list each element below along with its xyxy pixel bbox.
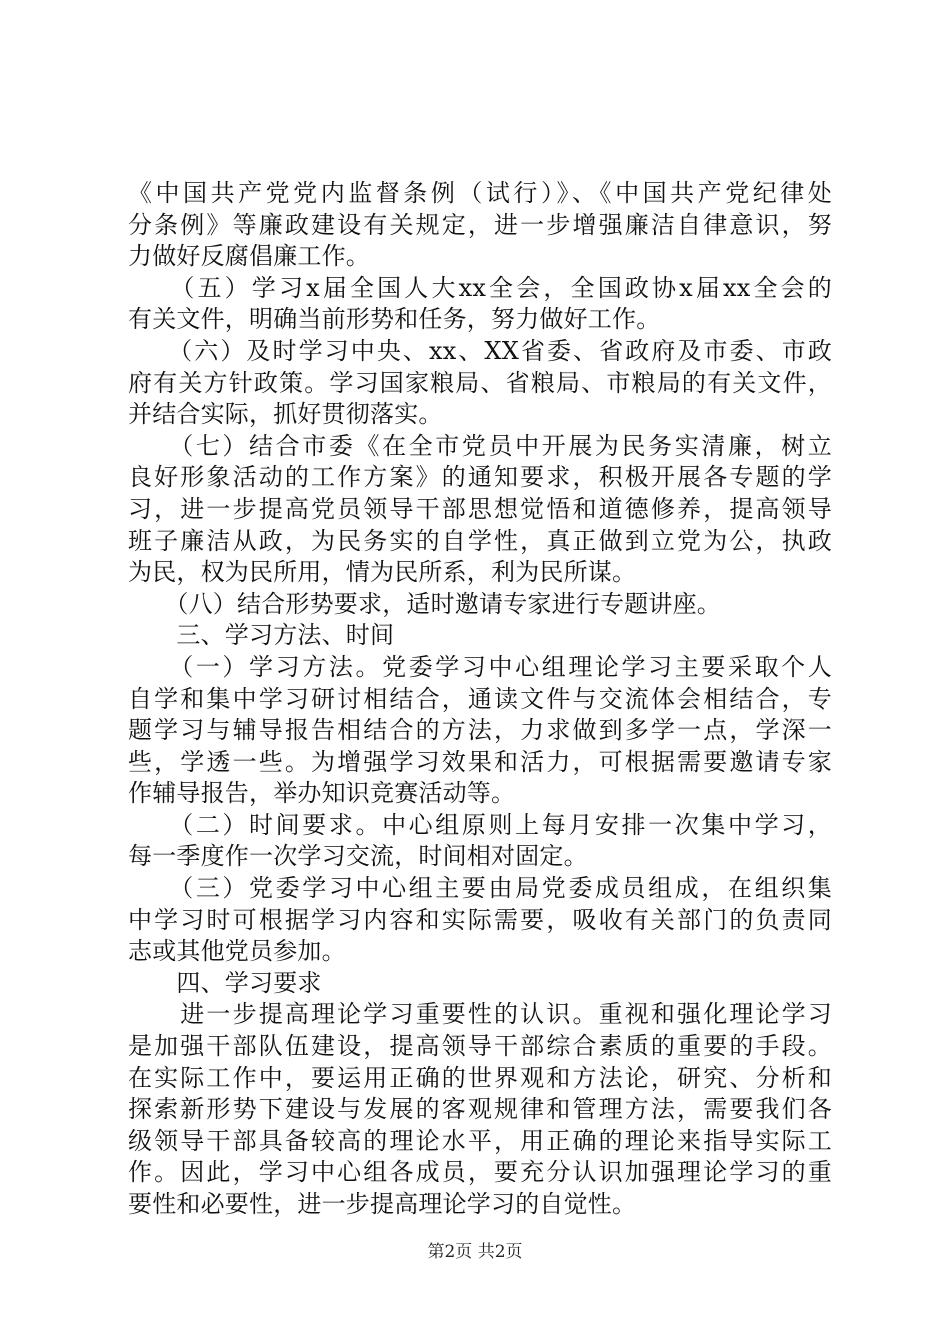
text-line: 在实际工作中，要运用正确的世界观和方法论，研究、分析和 — [128, 1063, 832, 1092]
text-line: 自学和集中学习研讨相结合，通读文件与交流体会相结合，专 — [128, 684, 832, 713]
text-line: 进一步提高理论学习重要性的认识。重视和强化理论学习 — [128, 1000, 832, 1029]
text-line: 为民，权为民所用，情为民所系，利为民所谋。 — [128, 558, 637, 587]
text-line: 《中国共产党党内监督条例（试行）》、《中国共产党纪律处 — [128, 179, 832, 207]
text-line: （八）结合形势要求，适时邀请专家进行专题讲座。 — [128, 589, 721, 618]
text-line: 班子廉洁从政，为民务实的自学性，真正做到立党为公，执政 — [128, 526, 832, 555]
text-line: （三）党委学习中心组主要由局党委成员组成，在组织集 — [128, 874, 832, 903]
text-line: 作。因此，学习中心组各成员，要充分认识加强理论学习的重 — [128, 1158, 832, 1187]
document-body — [128, 178, 832, 1221]
text-line: 分条例》等廉政建设有关规定，进一步增强廉洁自律意识，努 — [128, 210, 832, 239]
text-line: 探索新形势下建设与发展的客观规律和管理方法，需要我们各 — [128, 1095, 832, 1124]
text-line: 作辅导报告，举办知识竞赛活动等。 — [128, 779, 516, 808]
text-line: 良好形象活动的工作方案》的通知要求，积极开展各专题的学 — [128, 463, 832, 492]
text-line: （六）及时学习中央、xx、XX省委、省政府及市委、市政 — [128, 336, 832, 365]
text-line: （一）学习方法。党委学习中心组理论学习主要采取个人 — [128, 652, 832, 681]
section-heading: 三、学习方法、时间 — [128, 621, 395, 650]
page-number-footer: 第2页 共2页 — [427, 1242, 523, 1262]
text-line: 些，学透一些。为增强学习效果和活力，可根据需要邀请专家 — [128, 747, 832, 776]
text-line: 每一季度作一次学习交流，时间相对固定。 — [128, 842, 588, 871]
text-line: 府有关方针政策。学习国家粮局、省粮局、市粮局的有关文件， — [128, 368, 832, 397]
text-line: （五）学习x届全国人大xx全会，全国政协x届xx全会的 — [128, 273, 832, 302]
text-line: 级领导干部具备较高的理论水平，用正确的理论来指导实际工 — [128, 1126, 832, 1155]
section-heading: 四、学习要求 — [128, 968, 322, 997]
text-line: 习，进一步提高党员领导干部思想觉悟和道德修养，提高领导 — [128, 494, 832, 523]
text-line: （二）时间要求。中心组原则上每月安排一次集中学习， — [128, 810, 832, 839]
text-line: 有关文件，明确当前形势和任务，努力做好工作。 — [128, 305, 661, 334]
text-line: 力做好反腐倡廉工作。 — [128, 242, 370, 271]
text-line: 中学习时可根据学习内容和实际需要，吸收有关部门的负责同 — [128, 905, 832, 934]
text-line: 是加强干部队伍建设，提高领导干部综合素质的重要的手段。 — [128, 1032, 832, 1061]
text-line: （七）结合市委《在全市党员中开展为民务实清廉，树立 — [128, 431, 832, 460]
text-line: 要性和必要性，进一步提高理论学习的自觉性。 — [128, 1190, 637, 1218]
text-line: 并结合实际，抓好贯彻落实。 — [128, 400, 443, 429]
text-line: 题学习与辅导报告相结合的方法，力求做到多学一点，学深一 — [128, 716, 832, 745]
text-line: 志或其他党员参加。 — [128, 937, 346, 966]
